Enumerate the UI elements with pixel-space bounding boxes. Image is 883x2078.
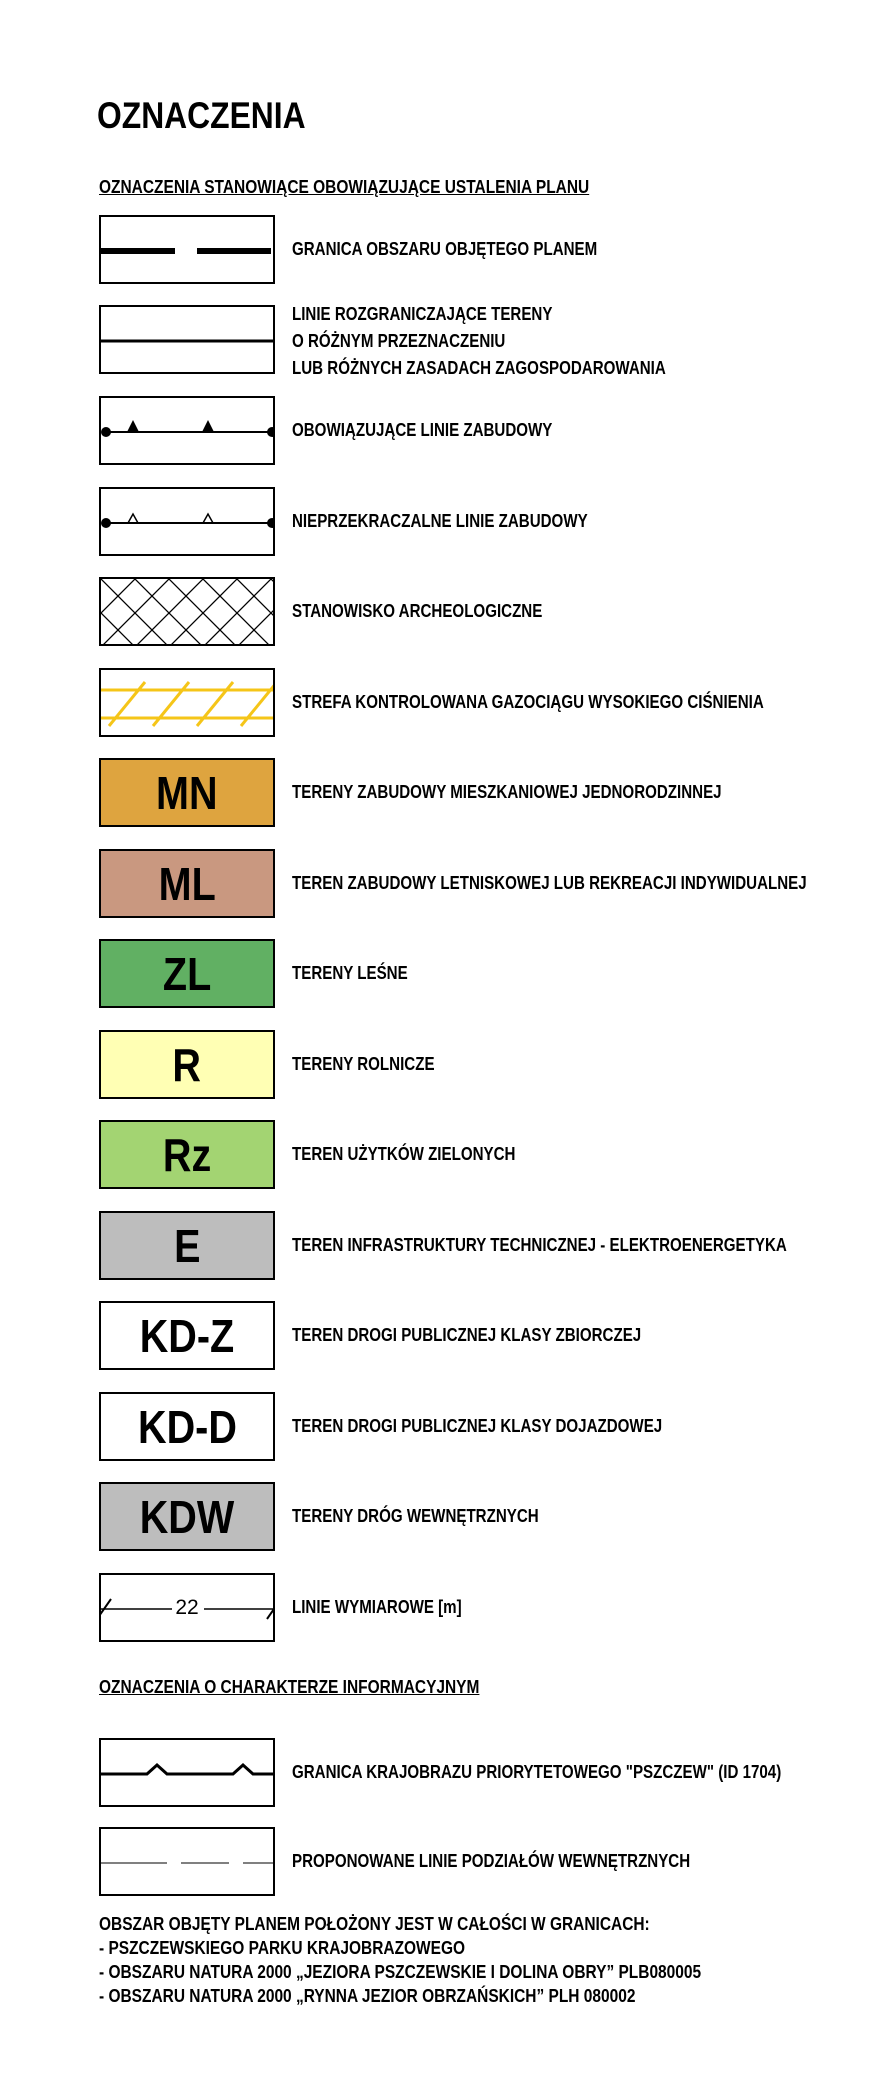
legend-label: PROPONOWANE LINIE PODZIAŁÓW WEWNĘTRZNYCH [292, 1851, 691, 1871]
legend-entry-gas-pipeline-zone [99, 668, 859, 737]
zone-code: ZL [162, 947, 212, 1000]
legend-label: TERENY DRÓG WEWNĘTRZNYCH [292, 1506, 539, 1526]
legend-entry-r [99, 1030, 859, 1099]
zone-swatch-kdw [99, 1482, 275, 1551]
legend-label: LINIE WYMIAROWE [m] [292, 1597, 462, 1617]
legend-entry-zl [99, 939, 859, 1008]
zone-swatch-kd-z [99, 1301, 275, 1370]
legend-entry-kd-d [99, 1392, 859, 1461]
legend-label: TERENY LEŚNE [292, 963, 408, 983]
legend-label: GRANICA KRAJOBRAZU PRIORYTETOWEGO "PSZCZEW" (ID 1704) [292, 1762, 782, 1782]
zone-code: Rz [162, 1128, 212, 1181]
zone-code: KDW [139, 1490, 235, 1543]
archaeological-site-hatch-symbol [99, 577, 275, 646]
zone-swatch-zl [99, 939, 275, 1008]
zone-swatch-kd-d [99, 1392, 275, 1461]
legend-entry-demarcation-line [99, 304, 859, 378]
info-note-line: - OBSZARU NATURA 2000 „RYNNA JEZIOR OBRZAŃSKICH” PLH 080002 [99, 1986, 636, 2006]
legend-label: GRANICA OBSZARU OBJĘTEGO PLANEM [292, 239, 598, 259]
legend-label: OBOWIĄZUJĄCE LINIE ZABUDOWY [292, 420, 553, 440]
non-exceedable-building-line-symbol [99, 487, 275, 556]
legend-entry-plan-boundary [99, 215, 859, 284]
zone-swatch-rz [99, 1120, 275, 1189]
legend-label: NIEPRZEKRACZALNE LINIE ZABUDOWY [292, 511, 588, 531]
legend-entry-archaeological-site [99, 577, 859, 646]
legend-label: STANOWISKO ARCHEOLOGICZNE [292, 601, 543, 621]
legend-label: TEREN INFRASTRUKTURY TECHNICZNEJ - ELEKTROENERGETYKA [292, 1235, 787, 1255]
zone-swatch-ml [99, 849, 275, 918]
legend-label: TEREN DROGI PUBLICZNEJ KLASY ZBIORCZEJ [292, 1325, 642, 1345]
legend-label-line-3: LUB RÓŻNYCH ZASADACH ZAGOSPODAROWANIA [292, 358, 666, 378]
legend-label: TEREN UŻYTKÓW ZIELONYCH [292, 1144, 516, 1164]
legend-entry-mandatory-building-line [99, 396, 859, 465]
dimension-value: 22 [175, 1595, 199, 1619]
zone-code: R [172, 1038, 202, 1091]
legend-entry-landscape-boundary [99, 1738, 859, 1807]
legend-entry-dimension-line [99, 1573, 859, 1642]
zone-code: KD-D [137, 1400, 237, 1453]
legend-label: TEREN DROGI PUBLICZNEJ KLASY DOJAZDOWEJ [292, 1416, 663, 1436]
legend-entry-non-exceedable-building-line [99, 487, 859, 556]
legend-entry-mn [99, 758, 859, 827]
legend-entry-ml [99, 849, 859, 918]
landscape-boundary-symbol [99, 1738, 275, 1807]
zone-code: E [173, 1219, 201, 1272]
info-note [99, 1912, 701, 2008]
demarcation-line-symbol [99, 305, 275, 374]
zone-code: MN [156, 766, 218, 819]
legend-entry-internal-division-line [99, 1827, 859, 1896]
zone-code: ML [158, 857, 216, 910]
zone-swatch-r [99, 1030, 275, 1099]
info-note-line: - OBSZARU NATURA 2000 „JEZIORA PSZCZEWSKIE I DOLINA OBRY” PLB080005 [99, 1962, 702, 1982]
plan-boundary-symbol [99, 215, 275, 284]
legend-label-line-2: O RÓŻNYM PRZEZNACZENIU [292, 331, 506, 351]
zone-swatch-e [99, 1211, 275, 1280]
page-title: OZNACZENIA [97, 95, 306, 136]
gas-pipeline-zone-hatch-symbol [99, 668, 275, 737]
dimension-line-symbol [99, 1573, 275, 1642]
section-heading-info: OZNACZENIA O CHARAKTERZE INFORMACYJNYM [99, 1677, 480, 1697]
legend-label: STREFA KONTROLOWANA GAZOCIĄGU WYSOKIEGO CIŚNIENIA [292, 692, 764, 712]
legend-entry-rz [99, 1120, 859, 1189]
internal-division-line-symbol [99, 1827, 275, 1896]
zone-swatch-mn [99, 758, 275, 827]
legend-label: TEREN ZABUDOWY LETNISKOWEJ LUB REKREACJI INDYWIDUALNEJ [292, 873, 807, 893]
mandatory-building-line-symbol [99, 396, 275, 465]
info-note-line: OBSZAR OBJĘTY PLANEM POŁOŻONY JEST W CAŁOŚCI W GRANICACH: [99, 1914, 650, 1934]
section-heading-binding: OZNACZENIA STANOWIĄCE OBOWIĄZUJĄCE USTALENIA PLANU [99, 177, 590, 197]
legend-entry-e [99, 1211, 859, 1280]
info-note-line: - PSZCZEWSKIEGO PARKU KRAJOBRAZOWEGO [99, 1938, 466, 1958]
legend-entry-kdw [99, 1482, 859, 1551]
zone-code: KD-Z [139, 1309, 235, 1362]
legend-entry-kd-z [99, 1301, 859, 1370]
legend-label: TERENY ROLNICZE [292, 1054, 435, 1074]
legend-label: TERENY ZABUDOWY MIESZKANIOWEJ JEDNORODZINNEJ [292, 782, 722, 802]
legend-label-line-1: LINIE ROZGRANICZAJĄCE TERENY [292, 304, 553, 324]
